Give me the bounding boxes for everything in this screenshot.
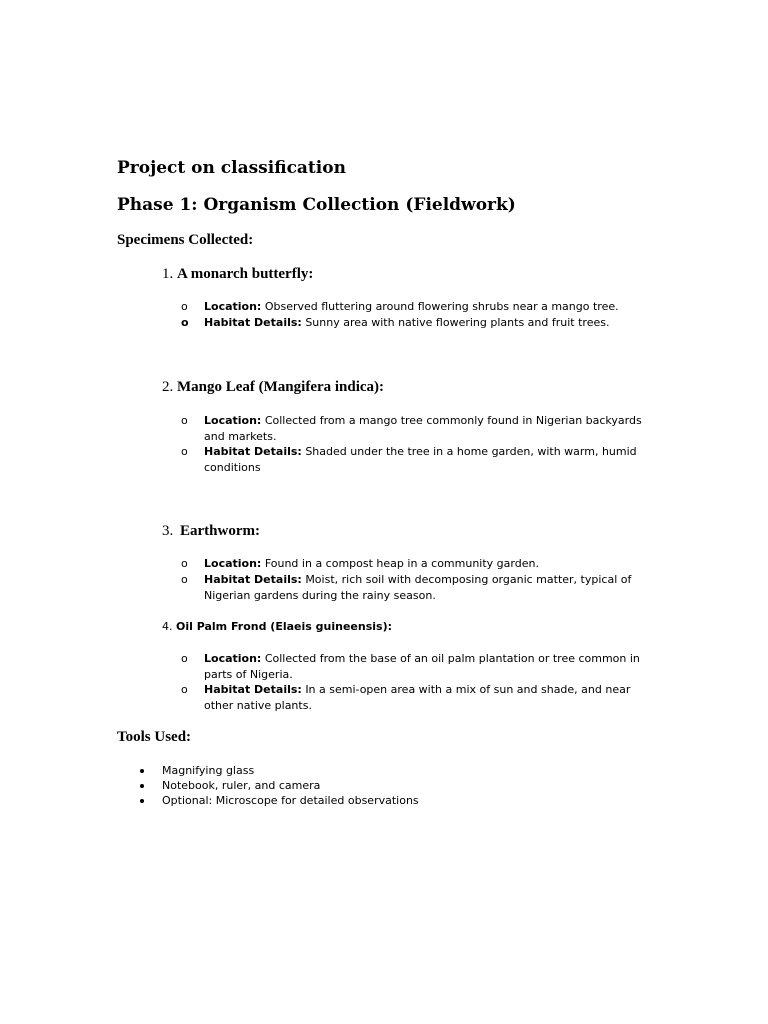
detail-label: Location:	[204, 414, 262, 427]
circle-bullet-icon: o	[181, 316, 189, 329]
circle-bullet-icon: o	[181, 573, 188, 586]
tool-item: Notebook, ruler, and camera	[162, 779, 321, 792]
specimen-name: Earthworm:	[180, 523, 260, 539]
specimen-1-location	[204, 299, 654, 315]
detail-text: Sunny area with native flowering plants and fruit trees.	[305, 316, 610, 329]
detail-label: Habitat Details:	[204, 683, 302, 696]
specimen-name: Mango Leaf (Mangifera indica):	[177, 379, 385, 395]
specimen-number: 3.	[162, 523, 174, 539]
detail-label: Location:	[204, 557, 262, 570]
phase-heading: Phase 1: Organism Collection (Fieldwork)	[117, 195, 516, 215]
bullet-dot-icon	[140, 784, 144, 788]
detail-text: Observed fluttering around flowering shrubs near a mango tree.	[264, 300, 619, 313]
specimen-4-heading	[162, 620, 392, 633]
tools-heading: Tools Used:	[117, 729, 192, 745]
circle-bullet-icon: o	[181, 300, 188, 313]
detail-label: Habitat Details:	[204, 573, 302, 586]
specimen-2-habitat	[204, 444, 654, 475]
specimen-number: 2.	[162, 379, 174, 395]
detail-text: Collected from a mango tree commonly found in Nigerian backyards and markets.	[204, 414, 642, 443]
circle-bullet-icon: o	[181, 652, 188, 665]
circle-bullet-icon: o	[181, 414, 188, 427]
specimen-3-location	[204, 556, 654, 572]
specimen-2-location	[204, 413, 654, 444]
circle-bullet-icon: o	[181, 683, 188, 696]
detail-label: Habitat Details:	[204, 316, 302, 329]
document-title: Project on classification	[117, 158, 346, 178]
detail-text: Shaded under the tree in a home garden, with warm, humid conditions	[204, 445, 637, 474]
detail-label: Habitat Details:	[204, 445, 302, 458]
detail-text: Collected from the base of an oil palm plantation or tree common in parts of Nigeria.	[204, 652, 640, 681]
specimen-2-heading	[162, 379, 384, 396]
detail-label: Location:	[204, 300, 262, 313]
specimen-1-habitat	[204, 315, 654, 331]
specimen-4-location	[204, 651, 654, 682]
bullet-dot-icon	[140, 799, 144, 803]
detail-label: Location:	[204, 652, 262, 665]
tool-item: Magnifying glass	[162, 764, 255, 777]
detail-text: Found in a compost heap in a community garden.	[264, 557, 539, 570]
specimen-3-habitat	[204, 572, 654, 603]
specimen-number: 1.	[162, 266, 174, 282]
detail-text: In a semi-open area with a mix of sun and shade, and near other native plants.	[204, 683, 631, 712]
specimen-4-habitat	[204, 682, 654, 713]
circle-bullet-icon: o	[181, 557, 188, 570]
bullet-dot-icon	[140, 769, 144, 773]
circle-bullet-icon: o	[181, 445, 188, 458]
specimen-3-heading	[162, 523, 260, 540]
tool-item: Optional: Microscope for detailed observations	[162, 794, 419, 807]
specimen-1-heading	[162, 266, 313, 283]
specimens-heading: Specimens Collected:	[117, 232, 254, 248]
detail-text: Moist, rich soil with decomposing organic matter, typical of Nigerian gardens during the rainy season.	[204, 573, 632, 602]
specimen-number: 4.	[162, 620, 173, 633]
specimen-name: Oil Palm Frond (Elaeis guineensis):	[176, 620, 392, 633]
specimen-name: A monarch butterfly:	[177, 266, 314, 282]
